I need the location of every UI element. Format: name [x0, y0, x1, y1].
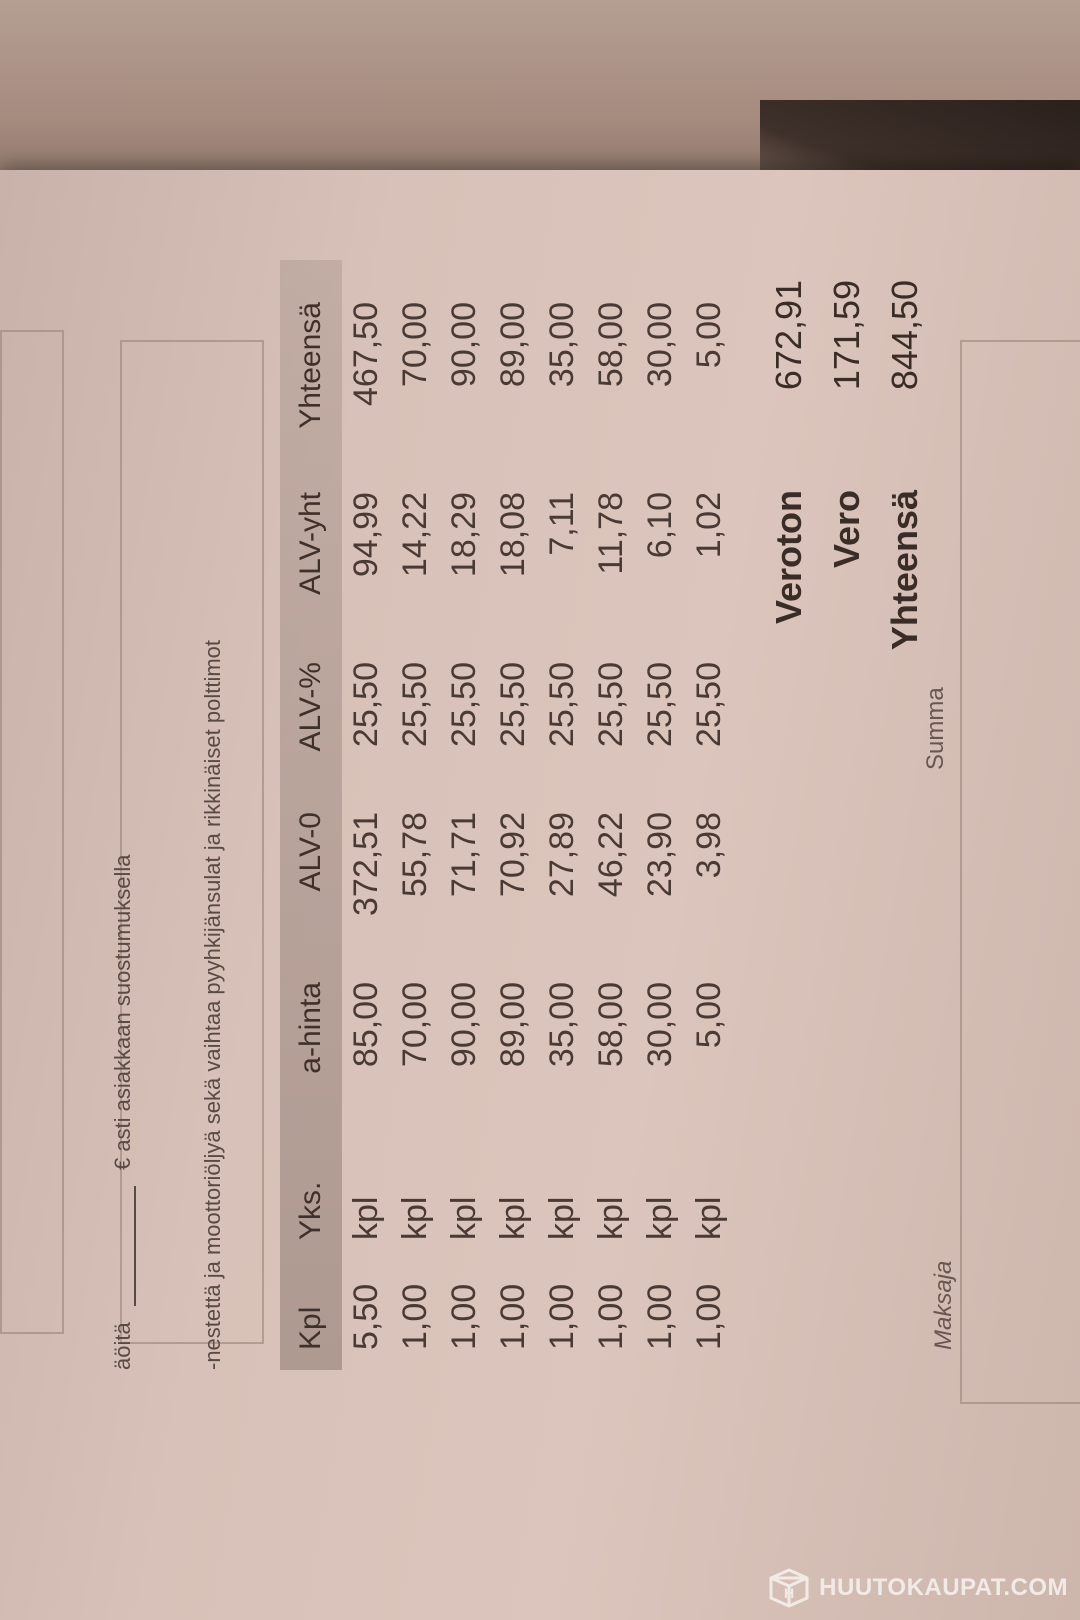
- cell-alv-0: 3,98: [690, 812, 728, 879]
- cell-alv-0: 372,51: [347, 812, 385, 916]
- cell-alv-0: 71,71: [445, 812, 483, 898]
- header-alv-0: ALV-0: [294, 812, 327, 892]
- totals-block: [760, 250, 934, 750]
- authorization-text: € asti asiakkaan suostumuksella: [110, 854, 135, 1171]
- yhteensa-value: 844,50: [884, 280, 925, 391]
- header-a-hinta: a-hinta: [294, 982, 327, 1074]
- cell-yks: kpl: [347, 1196, 385, 1240]
- vero-value: 171,59: [826, 280, 867, 391]
- cell-alv-yht: 6,10: [641, 492, 679, 559]
- cell-yks: kpl: [445, 1196, 483, 1240]
- cell-alv-percent: 25,50: [396, 662, 434, 748]
- invoice-document: [110, 50, 970, 1370]
- amount-blank: [134, 1186, 136, 1306]
- header-alv-percent: ALV-%: [294, 662, 327, 752]
- yhteensa-label: Yhteensä: [884, 490, 925, 651]
- cell-alv-yht: 94,99: [347, 492, 385, 578]
- header-alv-yht: ALV-yht: [294, 492, 327, 595]
- table-row: [440, 260, 489, 1370]
- cell-alv-percent: 25,50: [592, 662, 630, 748]
- header-yks: Yks.: [294, 1181, 327, 1240]
- cell-kpl: 5,50: [347, 1283, 385, 1350]
- total-vero: [818, 250, 876, 750]
- total-veroton: [760, 250, 818, 750]
- authorization-prefix: äöitä: [110, 1322, 135, 1370]
- cell-yks: kpl: [641, 1196, 679, 1240]
- total-yhteensa: [876, 250, 934, 750]
- cell-yks: kpl: [543, 1196, 581, 1240]
- svg-text:H: H: [784, 1585, 795, 1601]
- watermark-text: HUUTOKAUPAT.COM: [819, 1574, 1068, 1601]
- cell-yhteensa: 5,00: [690, 302, 728, 369]
- cell-kpl: 1,00: [641, 1283, 679, 1350]
- cell-alv-yht: 1,02: [690, 492, 728, 559]
- veroton-value: 672,91: [768, 280, 809, 391]
- table-row: [391, 260, 440, 1370]
- table-row: [538, 260, 587, 1370]
- cell-alv-0: 27,89: [543, 812, 581, 898]
- form-box-left: [0, 330, 64, 1334]
- cell-alv-yht: 11,78: [592, 492, 630, 575]
- cell-a-hinta: 30,00: [641, 982, 679, 1068]
- cell-yhteensa: 30,00: [641, 302, 679, 388]
- cell-a-hinta: 89,00: [494, 982, 532, 1068]
- cell-a-hinta: 35,00: [543, 982, 581, 1068]
- cell-yks: kpl: [690, 1196, 728, 1240]
- cell-a-hinta: 90,00: [445, 982, 483, 1068]
- service-description: -nestettä ja moottoriöljyä sekä vaihtaa pyyhkijänsulat ja rikkinäiset polttimot: [200, 639, 225, 1370]
- cell-alv-percent: 25,50: [494, 662, 532, 748]
- table-body: [342, 260, 734, 1370]
- maksaja-label: Maksaja: [930, 1260, 957, 1350]
- table-row: [342, 260, 391, 1370]
- table-header: [280, 260, 342, 1370]
- cell-alv-0: 70,92: [494, 812, 532, 898]
- table-row: [587, 260, 636, 1370]
- cell-alv-0: 46,22: [592, 812, 630, 898]
- cell-yhteensa: 35,00: [543, 302, 581, 388]
- cell-a-hinta: 5,00: [690, 982, 728, 1049]
- cell-alv-percent: 25,50: [347, 662, 385, 748]
- table-row: [636, 260, 685, 1370]
- authorization-line: [110, 855, 136, 1370]
- cell-alv-percent: 25,50: [690, 662, 728, 748]
- summa-label: Summa: [922, 687, 949, 770]
- cell-kpl: 1,00: [445, 1283, 483, 1350]
- cell-alv-percent: 25,50: [445, 662, 483, 748]
- form-box-right: [960, 340, 1080, 1404]
- cell-yhteensa: 90,00: [445, 302, 483, 388]
- cell-kpl: 1,00: [690, 1283, 728, 1350]
- cell-a-hinta: 58,00: [592, 982, 630, 1068]
- cell-alv-yht: 18,08: [494, 492, 532, 578]
- cell-yhteensa: 89,00: [494, 302, 532, 388]
- cell-yhteensa: 467,50: [347, 302, 385, 406]
- watermark: [765, 1564, 1068, 1612]
- cell-yhteensa: 58,00: [592, 302, 630, 388]
- invoice-table: [280, 260, 734, 1370]
- vero-label: Vero: [826, 490, 867, 569]
- cell-a-hinta: 70,00: [396, 982, 434, 1068]
- cell-kpl: 1,00: [494, 1283, 532, 1350]
- cell-alv-percent: 25,50: [641, 662, 679, 748]
- cell-yhteensa: 70,00: [396, 302, 434, 388]
- cell-yks: kpl: [396, 1196, 434, 1240]
- header-yhteensa: Yhteensä: [294, 302, 327, 429]
- cell-alv-yht: 7,11: [543, 492, 581, 556]
- cell-yks: kpl: [592, 1196, 630, 1240]
- header-kpl: Kpl: [294, 1306, 327, 1350]
- veroton-label: Veroton: [768, 490, 809, 625]
- cell-alv-0: 55,78: [396, 812, 434, 898]
- cell-kpl: 1,00: [592, 1283, 630, 1350]
- cell-kpl: 1,00: [396, 1283, 434, 1350]
- cell-a-hinta: 85,00: [347, 982, 385, 1068]
- cell-alv-0: 23,90: [641, 812, 679, 898]
- table-row: [685, 260, 734, 1370]
- cell-kpl: 1,00: [543, 1283, 581, 1350]
- table-row: [489, 260, 538, 1370]
- cell-alv-yht: 18,29: [445, 492, 483, 578]
- cell-alv-yht: 14,22: [396, 492, 434, 578]
- hammer-logo-icon: [765, 1564, 813, 1612]
- cell-yks: kpl: [494, 1196, 532, 1240]
- cell-alv-percent: 25,50: [543, 662, 581, 748]
